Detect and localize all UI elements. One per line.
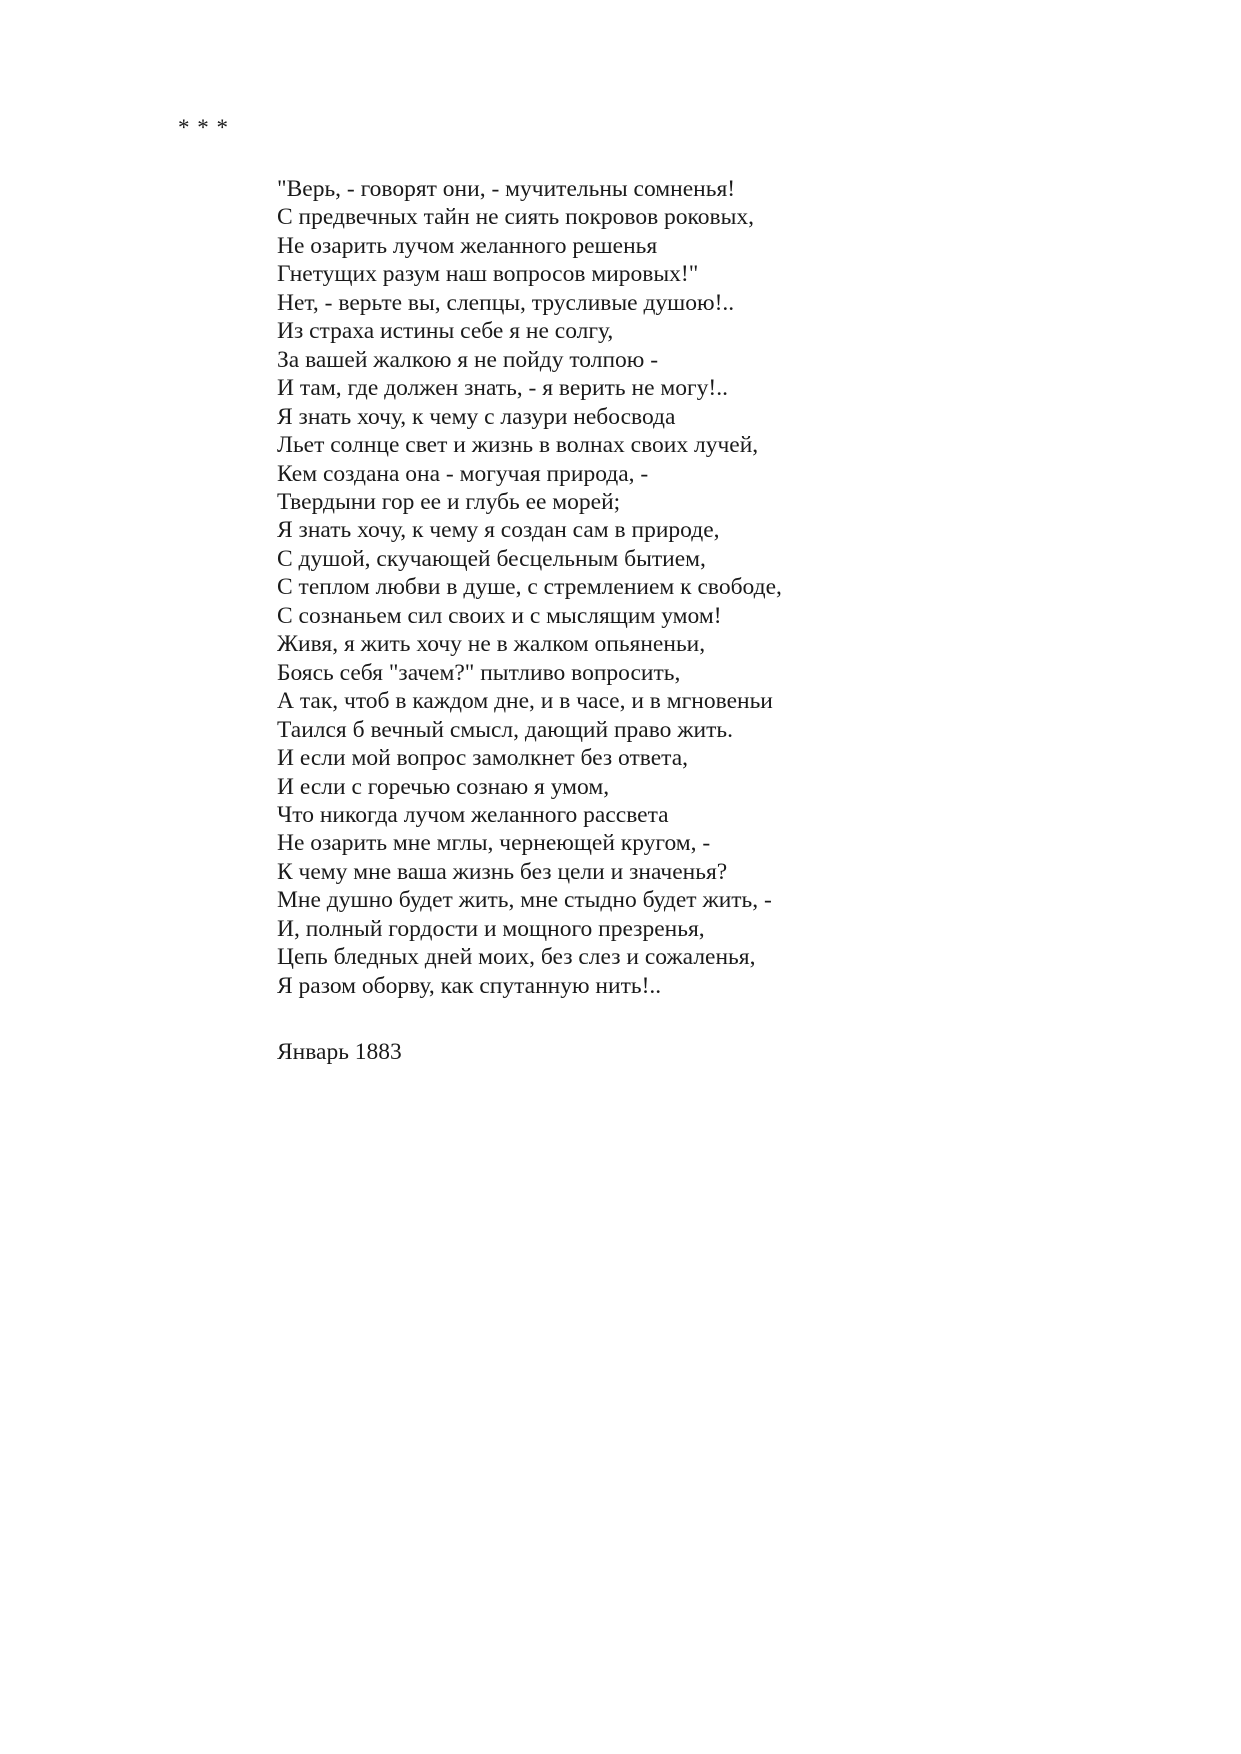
poem-line: И, полный гордости и мощного презренья, [277, 915, 705, 942]
poem-line: Кем создана она - могучая природа, - [277, 460, 649, 487]
poem-line: С сознаньем сил своих и с мыслящим умом! [277, 602, 722, 629]
poem-line: Из страха истины себе я не солгу, [277, 318, 614, 345]
poem-title: * * * [178, 115, 229, 140]
poem-line: С душой, скучающей бесцельным бытием, [277, 545, 706, 572]
poem-line: К чему мне ваша жизнь без цели и значенья? [277, 858, 728, 885]
poem-line: Я знать хочу, к чему я создан сам в природе, [277, 517, 720, 544]
poem-body [277, 175, 782, 1000]
poem-line: Твердыни гор ее и глубь ее морей; [277, 488, 621, 515]
poem-line: "Верь, - говорят они, - мучительны сомненья! [277, 176, 736, 202]
poem-line: За вашей жалкою я не пойду толпою - [277, 346, 659, 373]
poem-line: Гнетущих разум наш вопросов мировых!" [277, 261, 699, 288]
poem-line: Таился б вечный смысл, дающий право жить. [277, 716, 733, 743]
poem-line: Живя, я жить хочу не в жалком опьяненьи, [277, 631, 706, 658]
poem-line: И там, где должен знать, - я верить не могу!.. [277, 375, 728, 402]
poem-line: С теплом любви в душе, с стремлением к свободе, [277, 574, 782, 601]
poem-line: И если мой вопрос замолкнет без ответа, [277, 745, 688, 772]
poem-line: Я разом оборву, как спутанную нить!.. [277, 972, 662, 999]
poem-date: Январь 1883 [277, 1039, 402, 1065]
poem-line: Что никогда лучом желанного рассвета [277, 801, 669, 828]
poem-line: Мне душно будет жить, мне стыдно будет жить, - [277, 887, 772, 914]
poem-line: И если с горечью сознаю я умом, [277, 773, 610, 800]
poem-line: А так, чтоб в каждом дне, и в часе, и в мгновеньи [277, 688, 773, 715]
poem-line: Цепь бледных дней моих, без слез и сожаленья, [277, 944, 756, 971]
poem-line: Нет, - верьте вы, слепцы, трусливые душою!.. [277, 289, 735, 316]
poem-line: Не озарить лучом желанного решенья [277, 232, 658, 259]
poem-line: Боясь себя "зачем?" пытливо вопросить, [277, 659, 681, 686]
poem-line: Льет солнце свет и жизнь в волнах своих лучей, [277, 432, 759, 459]
poem-line: Я знать хочу, к чему с лазури небосвода [277, 403, 676, 430]
poem-line: С предвечных тайн не сиять покровов роковых, [277, 204, 755, 231]
poem-line: Не озарить мне мглы, чернеющей кругом, - [277, 830, 711, 857]
